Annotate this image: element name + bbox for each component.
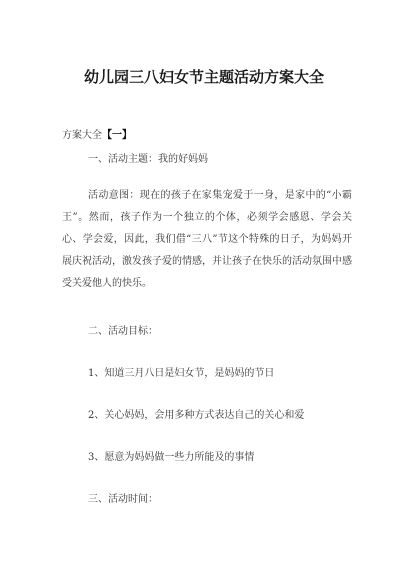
section-tag: 【一】 [102, 130, 132, 141]
intent-paragraph: 活动意图：现在的孩子在家集宠爱于一身，是家中的“小霸王”。然而，孩子作为一个独立的个体，必须学会感恩、学会关心、学会爱，因此，我们借“三八”节这个特殊的日子，为妈妈开展庆祝活动，激发孩子爱的情感，并让孩子在快乐的活动氛围中感受关爱他人的快乐。 [62, 190, 352, 289]
section-heading [62, 126, 132, 141]
goal-item-1: 1、知道三月八日是妇女节，是妈妈的节日 [88, 368, 275, 379]
goals-heading: 二、活动目标： [88, 326, 158, 337]
goal-item-3: 3、愿意为妈妈做一些力所能及的事情 [88, 452, 255, 463]
theme-line: 一、活动主题：我的好妈妈 [88, 154, 208, 165]
section-label: 方案大全 [62, 130, 102, 141]
time-heading: 三、活动时间： [88, 494, 158, 505]
document-title: 幼儿园三八妇女节主题活动方案大全 [83, 68, 324, 86]
goal-item-2: 2、关心妈妈，会用多种方式表达自己的关心和爱 [88, 410, 305, 421]
